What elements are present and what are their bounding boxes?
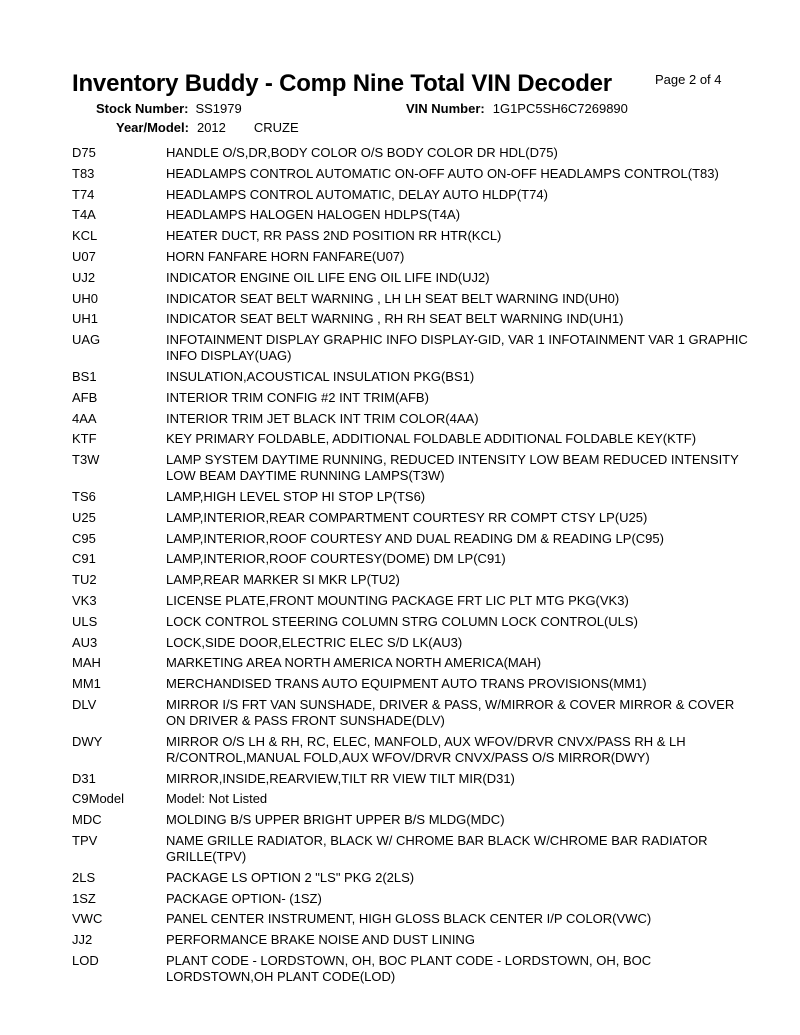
option-row xyxy=(72,635,752,651)
option-code: KCL xyxy=(72,228,98,244)
year-value: 2012 xyxy=(196,120,226,135)
option-code: LOD xyxy=(72,952,99,968)
option-code: MDC xyxy=(72,812,102,828)
option-row xyxy=(72,614,752,630)
option-description: PANEL CENTER INSTRUMENT, HIGH GLOSS BLACK CENTER I/P COLOR(VWC) xyxy=(166,911,652,927)
option-code: C9Model xyxy=(72,791,125,807)
option-row xyxy=(72,332,752,364)
option-row xyxy=(72,531,752,547)
option-row xyxy=(72,411,752,427)
option-row xyxy=(72,390,752,406)
option-description: INDICATOR ENGINE OIL LIFE ENG OIL LIFE IND(UJ2) xyxy=(166,269,490,285)
document-title: Inventory Buddy - Comp Nine Total VIN Decoder xyxy=(72,70,612,97)
option-description: LAMP,INTERIOR,ROOF COURTESY AND DUAL READING DM & READING LP(C95) xyxy=(166,530,664,546)
option-row xyxy=(72,870,752,886)
vin-number-value: 1G1PC5SH6C7269890 xyxy=(492,101,628,116)
option-description: LAMP,HIGH LEVEL STOP HI STOP LP(TS6) xyxy=(166,488,426,504)
option-row xyxy=(72,489,752,505)
option-code: UAG xyxy=(72,332,101,348)
option-code: DLV xyxy=(72,696,97,712)
option-row xyxy=(72,593,752,609)
option-row xyxy=(72,734,752,766)
option-description: MERCHANDISED TRANS AUTO EQUIPMENT AUTO TRANS PROVISIONS(MM1) xyxy=(166,676,647,692)
option-row xyxy=(72,431,752,447)
option-description: HEADLAMPS CONTROL AUTOMATIC ON-OFF AUTO ON-OFF HEADLAMPS CONTROL(T83) xyxy=(166,165,719,181)
option-row xyxy=(72,369,752,385)
option-code: T74 xyxy=(72,186,95,202)
option-description: HANDLE O/S,DR,BODY COLOR O/S BODY COLOR DR HDL(D75) xyxy=(166,145,558,160)
option-description: LAMP,REAR MARKER SI MKR LP(TU2) xyxy=(166,572,400,588)
option-code: KTF xyxy=(72,431,97,447)
option-description: MOLDING B/S UPPER BRIGHT UPPER B/S MLDG(MDC) xyxy=(166,812,505,828)
option-row xyxy=(72,833,752,865)
stock-number-field xyxy=(96,101,242,116)
option-code: T4A xyxy=(72,207,96,223)
option-description: PACKAGE LS OPTION 2 "LS" PKG 2(2LS) xyxy=(166,869,415,885)
option-description: MARKETING AREA NORTH AMERICA NORTH AMERICA(MAH) xyxy=(166,655,542,671)
option-row xyxy=(72,249,752,265)
option-code: TS6 xyxy=(72,488,96,504)
option-row xyxy=(72,911,752,927)
option-code: 2LS xyxy=(72,869,96,885)
vin-number-field xyxy=(406,101,628,116)
option-row xyxy=(72,791,752,807)
option-description: INDICATOR SEAT BELT WARNING , RH RH SEAT BELT WARNING IND(UH1) xyxy=(166,311,624,327)
option-description: HEADLAMPS CONTROL AUTOMATIC, DELAY AUTO HLDP(T74) xyxy=(166,186,548,202)
option-description: LICENSE PLATE,FRONT MOUNTING PACKAGE FRT LIC PLT MTG PKG(VK3) xyxy=(166,592,629,608)
year-model-field xyxy=(116,120,299,135)
option-description: LAMP,INTERIOR,ROOF COURTESY(DOME) DM LP(C91) xyxy=(166,551,506,567)
option-code: T83 xyxy=(72,165,95,181)
option-row xyxy=(72,812,752,828)
option-row xyxy=(72,291,752,307)
option-description: HEADLAMPS HALOGEN HALOGEN HDLPS(T4A) xyxy=(166,207,461,223)
option-code: 1SZ xyxy=(72,890,96,906)
model-value: CRUZE xyxy=(253,120,299,135)
option-row xyxy=(72,187,752,203)
option-description: HORN FANFARE HORN FANFARE(U07) xyxy=(166,248,405,264)
option-row xyxy=(72,166,752,182)
option-code: VWC xyxy=(72,911,103,927)
option-row xyxy=(72,311,752,327)
option-description: LOCK,SIDE DOOR,ELECTRIC ELEC S/D LK(AU3) xyxy=(166,634,463,650)
option-row xyxy=(72,145,752,161)
option-row xyxy=(72,771,752,787)
option-code: MAH xyxy=(72,655,101,671)
option-code: DWY xyxy=(72,733,103,749)
option-description: LAMP,INTERIOR,REAR COMPARTMENT COURTESY RR COMPT CTSY LP(U25) xyxy=(166,509,648,525)
option-code: JJ2 xyxy=(72,932,93,948)
option-description: PACKAGE OPTION- (1SZ) xyxy=(166,890,322,906)
option-row xyxy=(72,207,752,223)
option-row xyxy=(72,270,752,286)
option-code: U07 xyxy=(72,248,96,264)
option-description: MIRROR,INSIDE,REARVIEW,TILT RR VIEW TILT MIR(D31) xyxy=(166,770,515,786)
option-code: D31 xyxy=(72,770,96,786)
option-description: PLANT CODE - LORDSTOWN, OH, BOC PLANT CODE - LORDSTOWN, OH, BOC LORDSTOWN,OH PLANT CODE(LOD) xyxy=(166,952,652,984)
option-description: NAME GRILLE RADIATOR, BLACK W/ CHROME BAR BLACK W/CHROME BAR RADIATOR GRILLE(TPV) xyxy=(166,832,708,864)
option-row xyxy=(72,697,752,729)
option-description: Model: Not Listed xyxy=(166,791,268,807)
option-code: TU2 xyxy=(72,572,97,588)
option-description: LAMP SYSTEM DAYTIME RUNNING, REDUCED INTENSITY LOW BEAM REDUCED INTENSITY LOW BEAM DAYTIME RUNNING LAMPS(T3W) xyxy=(166,452,739,484)
option-code: U25 xyxy=(72,509,96,525)
option-code: 4AA xyxy=(72,410,97,426)
option-code: ULS xyxy=(72,613,98,629)
option-code: AFB xyxy=(72,389,98,405)
option-code-list xyxy=(72,145,752,990)
option-description: INSULATION,ACOUSTICAL INSULATION PKG(BS1) xyxy=(166,368,475,384)
option-row xyxy=(72,228,752,244)
option-code: UJ2 xyxy=(72,269,96,285)
page-number: Page 2 of 4 xyxy=(655,72,722,87)
option-row xyxy=(72,452,752,484)
option-code: TPV xyxy=(72,832,98,848)
option-description: HEATER DUCT, RR PASS 2ND POSITION RR HTR(KCL) xyxy=(166,228,502,244)
option-row xyxy=(72,676,752,692)
option-description: MIRROR I/S FRT VAN SUNSHADE, DRIVER & PASS, W/MIRROR & COVER MIRROR & COVER ON DRIVER & PASS FRONT SUNSHADE(DLV) xyxy=(166,696,735,728)
option-row xyxy=(72,572,752,588)
option-description: KEY PRIMARY FOLDABLE, ADDITIONAL FOLDABLE ADDITIONAL FOLDABLE KEY(KTF) xyxy=(166,431,697,447)
option-code: AU3 xyxy=(72,634,98,650)
option-row xyxy=(72,932,752,948)
option-row xyxy=(72,551,752,567)
stock-number-label: Stock Number: xyxy=(96,101,189,116)
option-code: D75 xyxy=(72,145,96,160)
option-code: UH1 xyxy=(72,311,99,327)
option-code: C91 xyxy=(72,551,96,567)
stock-number-value: SS1979 xyxy=(195,101,242,116)
option-code: UH0 xyxy=(72,290,99,306)
option-code: C95 xyxy=(72,530,96,546)
option-code: MM1 xyxy=(72,676,101,692)
option-row xyxy=(72,891,752,907)
option-code: VK3 xyxy=(72,592,97,608)
option-code: BS1 xyxy=(72,368,97,384)
option-description: MIRROR O/S LH & RH, RC, ELEC, MANFOLD, AUX WFOV/DRVR CNVX/PASS RH & LH R/CONTROL,MANUAL FOLD,AUX WFOV/DRVR CNVX/PASS O/S MIRROR(DWY) xyxy=(166,733,686,765)
option-description: INTERIOR TRIM CONFIG #2 INT TRIM(AFB) xyxy=(166,389,429,405)
year-model-label: Year/Model: xyxy=(116,120,189,135)
option-row xyxy=(72,655,752,671)
option-code: T3W xyxy=(72,452,100,468)
option-description: LOCK CONTROL STEERING COLUMN STRG COLUMN LOCK CONTROL(ULS) xyxy=(166,613,638,629)
option-row xyxy=(72,953,752,985)
option-row xyxy=(72,510,752,526)
option-description: INTERIOR TRIM JET BLACK INT TRIM COLOR(4AA) xyxy=(166,410,479,426)
option-description: PERFORMANCE BRAKE NOISE AND DUST LINING xyxy=(166,932,475,948)
option-description: INDICATOR SEAT BELT WARNING , LH LH SEAT BELT WARNING IND(UH0) xyxy=(166,290,620,306)
vin-number-label: VIN Number: xyxy=(406,101,485,116)
option-description: INFOTAINMENT DISPLAY GRAPHIC INFO DISPLAY-GID, VAR 1 INFOTAINMENT VAR 1 GRAPHIC INFO DISPLAY(UAG) xyxy=(166,332,748,364)
